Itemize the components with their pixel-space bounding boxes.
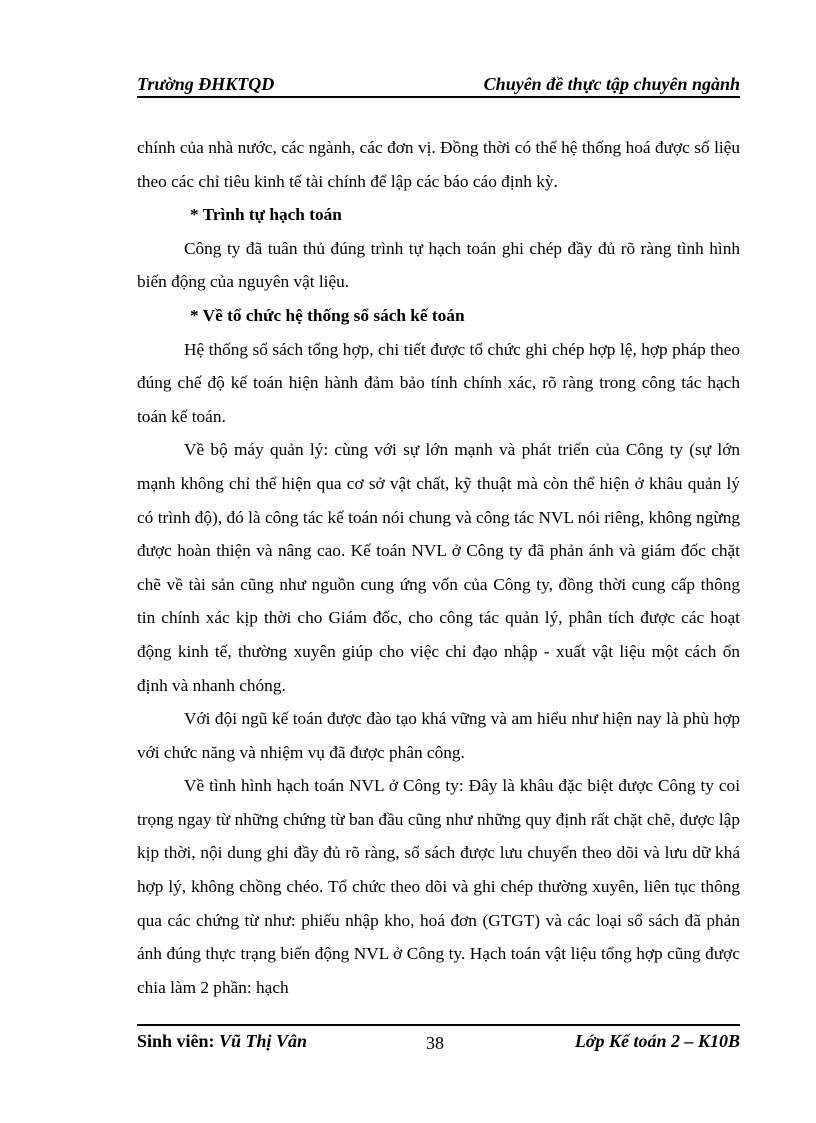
document-body bbox=[137, 131, 740, 1004]
paragraph: Về bộ máy quản lý: cùng với sự lớn mạnh và phát triển của Công ty (sự lớn mạnh không chỉ thể hiện qua cơ sở vật chất, kỹ thuật mà còn thể hiện ở khâu quản lý có trình độ), đó là công tác kế toán nói chung và công tác NVL nói riêng, không ngừng được hoàn thiện và nâng cao. Kế toán NVL ở Công ty đã phản ánh và giám đốc chặt chẽ về tài sản cũng như nguồn cung ứng vốn của Công ty, đồng thời cung cấp thông tin chính xác kịp thời cho Giám đốc, cho công tác quản lý, phân tích được các hoạt động kinh tế, thường xuyên giúp cho việc chỉ đạo nhập - xuất vật liệu một cách ổn định và nhanh chóng. bbox=[137, 440, 740, 695]
section-heading-bookkeeping: * Về tổ chức hệ thống sổ sách kế toán bbox=[190, 305, 465, 325]
footer-class: Lớp Kế toán 2 – K10B bbox=[574, 1031, 740, 1051]
page-footer bbox=[137, 1024, 740, 1056]
paragraph: Với đội ngũ kế toán được đào tạo khá vững và am hiểu như hiện nay là phù hợp với chức năng và nhiệm vụ đã được phân công. bbox=[137, 709, 740, 762]
page-number: 38 bbox=[426, 1033, 444, 1053]
student-label: Sinh viên: bbox=[137, 1031, 215, 1051]
page-header bbox=[137, 74, 740, 98]
section-heading-procedure: * Trình tự hạch toán bbox=[190, 205, 342, 225]
paragraph: chính của nhà nước, các ngành, các đơn vị. Đồng thời có thể hệ thống hoá được số liệu theo các chỉ tiêu kinh tế tài chính để lập các báo cáo định kỳ. bbox=[137, 138, 740, 191]
student-name: Vũ Thị Vân bbox=[219, 1031, 308, 1051]
header-report-title: Chuyên đề thực tập chuyên ngành bbox=[483, 74, 740, 94]
paragraph: Công ty đã tuân thủ đúng trình tự hạch toán ghi chép đầy đủ rõ ràng tình hình biến động của nguyên vật liệu. bbox=[137, 238, 740, 292]
footer-student bbox=[137, 1031, 307, 1052]
header-school: Trường ĐHKTQD bbox=[137, 74, 275, 94]
paragraph: Hệ thống sổ sách tổng hợp, chi tiết được tổ chức ghi chép hợp lệ, hợp pháp theo đúng chế độ kế toán hiện hành đảm bảo tính chính xác, rõ ràng trong công tác hạch toán kế toán. bbox=[137, 339, 740, 426]
paragraph: Về tình hình hạch toán NVL ở Công ty: Đây là khâu đặc biệt được Công ty coi trọng ngay từ những chứng từ ban đầu cũng như những quy định rất chặt chẽ, được lập kịp thời, nội dung ghi đầy đủ rõ ràng, sổ sách được lưu chuyển theo dõi và lưu dữ khá hợp lý, không chồng chéo. Tổ chức theo dõi và ghi chép thường xuyên, liên tục thông qua các chứng từ như: phiếu nhập kho, hoá đơn (GTGT) và các loại sổ sách đã phản ánh đúng thực trạng biến động NVL ở Công ty. Hạch toán vật liệu tổng hợp cũng được chia làm 2 phần: hạch bbox=[137, 776, 740, 997]
